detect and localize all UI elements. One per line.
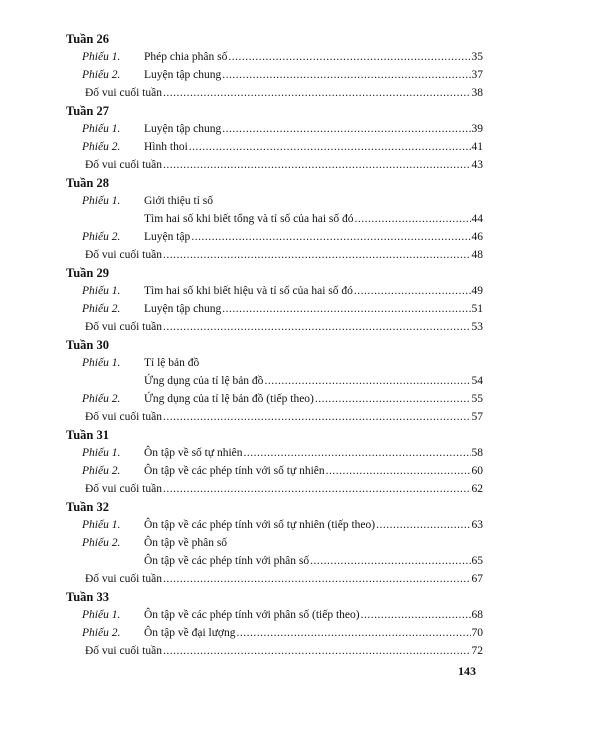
page-ref: 63 — [471, 519, 483, 531]
toc-entry-continuation[interactable] — [66, 552, 483, 570]
dot-leader — [244, 444, 471, 462]
page-ref: 49 — [471, 285, 483, 297]
page-ref: 35 — [471, 51, 483, 63]
page-ref: 65 — [471, 555, 483, 567]
page-ref: 39 — [471, 123, 483, 135]
page-ref: 43 — [471, 159, 483, 171]
sheet-label: Phiếu 1. — [82, 357, 121, 369]
dot-leader — [163, 318, 471, 336]
entry-title: Đố vui cuối tuần — [85, 411, 162, 423]
page-ref: 53 — [471, 321, 483, 333]
toc-entry[interactable] — [66, 606, 483, 624]
week-heading: Tuần 32 — [66, 500, 109, 514]
toc-entry[interactable] — [66, 282, 483, 300]
sheet-label: Phiếu 2. — [82, 393, 121, 405]
toc-entry[interactable] — [66, 246, 483, 264]
dot-leader — [163, 642, 471, 660]
week-heading: Tuần 31 — [66, 428, 109, 442]
dot-leader — [228, 48, 470, 66]
entry-title: Luyện tập chung — [144, 303, 222, 315]
dot-leader — [189, 138, 471, 156]
entry-title: Luyện tập — [144, 231, 191, 243]
toc-entry[interactable] — [66, 390, 483, 408]
entry-title: Đố vui cuối tuần — [85, 321, 162, 333]
dot-leader — [355, 210, 471, 228]
page-ref: 70 — [471, 627, 483, 639]
toc-entry[interactable] — [66, 480, 483, 498]
entry-title: Đố vui cuối tuần — [85, 249, 162, 261]
entry-title: Phép chia phân số — [144, 51, 228, 63]
page-ref: 57 — [471, 411, 483, 423]
page-ref: 62 — [471, 483, 483, 495]
dot-leader — [163, 480, 471, 498]
entry-title: Đố vui cuối tuần — [85, 87, 162, 99]
toc-entry[interactable] — [66, 300, 483, 318]
entry-title: Ôn tập về các phép tính với phân số — [144, 555, 310, 567]
toc-entry[interactable] — [66, 84, 483, 102]
dot-leader — [163, 156, 471, 174]
dot-leader — [163, 408, 471, 426]
entry-title: Hình thoi — [144, 141, 188, 153]
sheet-label: Phiếu 1. — [82, 51, 121, 63]
sheet-label: Phiếu 2. — [82, 69, 121, 81]
toc-entry[interactable] — [66, 156, 483, 174]
dot-leader — [191, 228, 470, 246]
dot-leader — [222, 66, 470, 84]
page-number: 143 — [458, 664, 476, 678]
dot-leader — [237, 624, 471, 642]
page-ref: 37 — [471, 69, 483, 81]
entry-title: Đố vui cuối tuần — [85, 159, 162, 171]
entry-title: Ứng dụng của tỉ lệ bản đồ — [144, 375, 264, 387]
toc-entry[interactable] — [66, 462, 483, 480]
sheet-label: Phiếu 1. — [82, 123, 121, 135]
toc-entry[interactable] — [66, 570, 483, 588]
dot-leader — [326, 462, 471, 480]
page-ref: 46 — [471, 231, 483, 243]
toc-entry[interactable] — [66, 624, 483, 642]
table-of-contents — [66, 30, 483, 660]
dot-leader — [361, 606, 471, 624]
entry-title: Ôn tập về các phép tính với số tự nhiên (tiếp theo) — [144, 519, 376, 531]
dot-leader — [222, 120, 470, 138]
sheet-label: Phiếu 1. — [82, 285, 121, 297]
page-ref: 60 — [471, 465, 483, 477]
dot-leader — [163, 246, 471, 264]
sheet-label: Phiếu 2. — [82, 141, 121, 153]
dot-leader — [163, 84, 471, 102]
page-ref: 51 — [471, 303, 483, 315]
toc-entry[interactable] — [66, 444, 483, 462]
sheet-label: Phiếu 1. — [82, 447, 121, 459]
toc-entry-continuation[interactable] — [66, 372, 483, 390]
week-heading: Tuần 33 — [66, 590, 109, 604]
sheet-label: Phiếu 2. — [82, 627, 121, 639]
entry-title: Đố vui cuối tuần — [85, 483, 162, 495]
toc-entry[interactable] — [66, 48, 483, 66]
entry-title: Ôn tập về phân số — [144, 537, 228, 549]
toc-entry[interactable] — [66, 642, 483, 660]
toc-entry[interactable] — [66, 138, 483, 156]
page-ref: 54 — [471, 375, 483, 387]
entry-title: Tìm hai số khi biết hiệu và tỉ số của hai số đó — [144, 285, 353, 297]
page-ref: 68 — [471, 609, 483, 621]
sheet-label: Phiếu 2. — [82, 231, 121, 243]
toc-entry[interactable] — [66, 192, 483, 210]
toc-entry-continuation[interactable] — [66, 210, 483, 228]
dot-leader — [354, 282, 471, 300]
page-ref: 48 — [471, 249, 483, 261]
entry-title: Đố vui cuối tuần — [85, 573, 162, 585]
entry-title: Giới thiệu tỉ số — [144, 195, 214, 207]
week-heading: Tuần 29 — [66, 266, 109, 280]
toc-entry[interactable] — [66, 534, 483, 552]
toc-entry[interactable] — [66, 354, 483, 372]
entry-title: Ôn tập về các phép tính với số tự nhiên — [144, 465, 325, 477]
page-ref: 58 — [471, 447, 483, 459]
entry-title: Ôn tập về số tự nhiên — [144, 447, 243, 459]
entry-title: Đố vui cuối tuần — [85, 645, 162, 657]
dot-leader — [315, 390, 471, 408]
week-heading: Tuần 30 — [66, 338, 109, 352]
toc-entry[interactable] — [66, 66, 483, 84]
entry-title: Luyện tập chung — [144, 69, 222, 81]
page-ref: 72 — [471, 645, 483, 657]
entry-title: Ôn tập về đại lượng — [144, 627, 236, 639]
entry-title: Ôn tập về các phép tính với phân số (tiếp theo) — [144, 609, 360, 621]
toc-entry[interactable] — [66, 408, 483, 426]
entry-title: Tỉ lệ bản đồ — [144, 357, 200, 369]
toc-entry[interactable] — [66, 228, 483, 246]
week-heading: Tuần 27 — [66, 104, 109, 118]
page-ref: 44 — [471, 213, 483, 225]
week-heading: Tuần 26 — [66, 32, 109, 46]
page-ref: 55 — [471, 393, 483, 405]
dot-leader — [163, 570, 471, 588]
sheet-label: Phiếu 2. — [82, 537, 121, 549]
sheet-label: Phiếu 1. — [82, 519, 121, 531]
sheet-label: Phiếu 2. — [82, 465, 121, 477]
page-ref: 67 — [471, 573, 483, 585]
entry-title: Luyện tập chung — [144, 123, 222, 135]
entry-title: Tìm hai số khi biết tổng và tỉ số của hai số đó — [144, 213, 354, 225]
dot-leader — [376, 516, 470, 534]
toc-entry[interactable] — [66, 516, 483, 534]
toc-entry[interactable] — [66, 318, 483, 336]
sheet-label: Phiếu 1. — [82, 609, 121, 621]
sheet-label: Phiếu 2. — [82, 303, 121, 315]
toc-entry[interactable] — [66, 120, 483, 138]
dot-leader — [310, 552, 470, 570]
dot-leader — [222, 300, 470, 318]
sheet-label: Phiếu 1. — [82, 195, 121, 207]
dot-leader — [264, 372, 470, 390]
entry-title: Ứng dụng của tỉ lệ bản đồ (tiếp theo) — [144, 393, 314, 405]
week-heading: Tuần 28 — [66, 176, 109, 190]
page-ref: 38 — [471, 87, 483, 99]
page-ref: 41 — [471, 141, 483, 153]
